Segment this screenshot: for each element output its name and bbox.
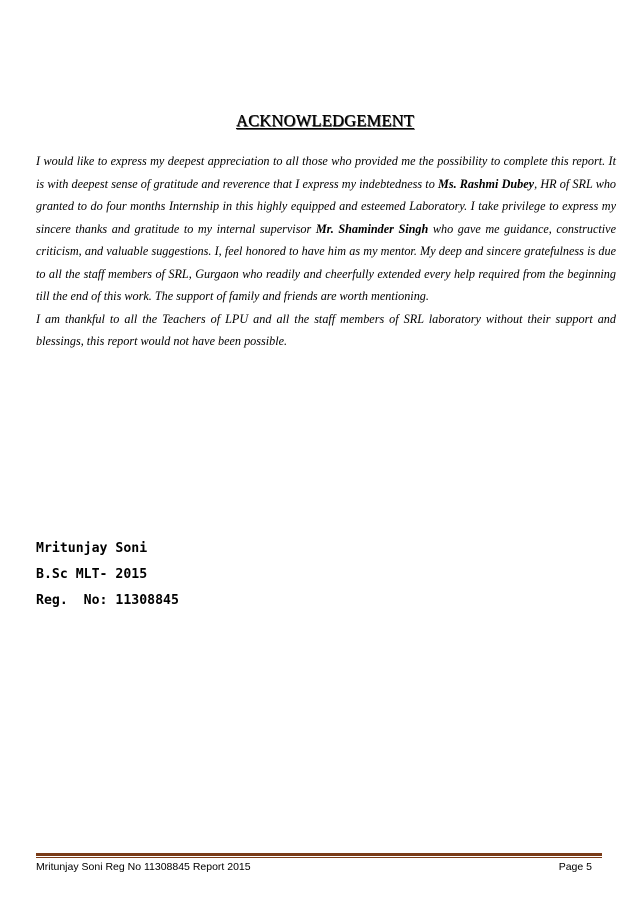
page-title: ACKNOWLEDGEMENT (235, 111, 415, 130)
signature-block (36, 536, 179, 614)
signature-course: B.Sc MLT- 2015 (36, 567, 148, 582)
body-text (36, 150, 616, 353)
acknowledgement-paragraph-1 (36, 150, 616, 308)
signature-reg-number: Reg. No: 11308845 (36, 593, 179, 608)
paragraph-1-text-a: I would like to express my deepest appreciation to all those who provided me the possibility to complete this report. It is with deepest sense of gratitude and reverence that I express my indebtedness to (36, 154, 616, 191)
footer-divider-thick (36, 853, 602, 856)
acknowledgement-paragraph-2: I am thankful to all the Teachers of LPU and all the staff members of SRL laboratory without their support and blessings, this report would not have been possible. (36, 311, 616, 348)
name-hr-person: Ms. Rashmi Dubey (437, 176, 535, 191)
footer-divider-thin (36, 857, 602, 858)
page-title-container (0, 111, 638, 131)
name-supervisor: Mr. Shaminder Singh (315, 221, 429, 236)
footer-left-text: Mritunjay Soni Reg No 11308845 Report 2015 (36, 861, 251, 873)
footer-page-number: Page 5 (558, 861, 592, 873)
paragraph-1-text-b: , HR of SRL who granted to do four months Internship in this highly equipped and esteemed Laboratory. I take privilege to express my sincere thanks and gratitude to my internal supervisor (36, 176, 617, 236)
paragraph-1-text-c: who gave me guidance, constructive criticism, and valuable suggestions. I, feel honored to have him as my mentor. My deep and sincere gratefulness is due to all the staff members of SRL, Gurgaon who readily and cheerfully extended every help required from the beginning till the end of this work. The support of family and friends are worth mentioning. (36, 221, 616, 303)
signature-name: Mritunjay Soni (36, 541, 148, 556)
